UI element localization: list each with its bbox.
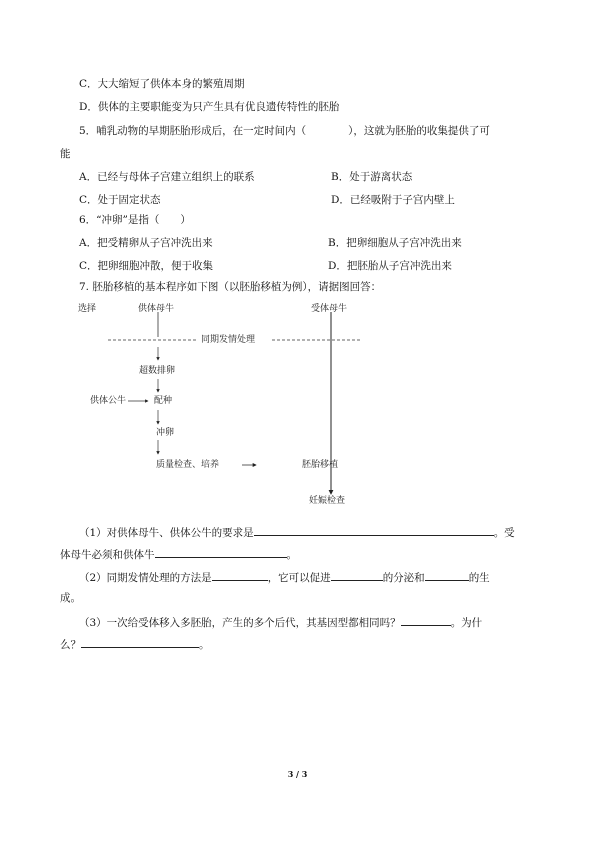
q5-option-c: C．处于固定状态 (79, 194, 161, 206)
q4-option-c: C．大大缩短了供体本身的繁殖周期 (79, 78, 245, 90)
q6-option-a: A．把受精卵从子宫冲洗出来 (79, 237, 213, 249)
q7-3-blank-same[interactable] (401, 614, 451, 626)
q7-1-text-b-end: 。 (286, 549, 297, 561)
page-number: 3 / 3 (287, 769, 308, 779)
q5-option-d: D．已经吸附于子宫内壁上 (331, 194, 455, 206)
flow-recipient-cow: 受体母牛 (311, 304, 348, 314)
flow-pregnancy-check: 妊娠检查 (309, 496, 346, 506)
flow-sync: 同期发情处理 (201, 335, 256, 345)
q6-stem: 6．“冲卵”是指（ ） (79, 214, 191, 226)
q7-2-text-1: （2）同期发情处理的方法是 (79, 572, 212, 584)
q7-1-text: （1）对供体母牛、供体公牛的要求是 (79, 527, 254, 539)
flow-select: 选择 (78, 304, 97, 314)
flow-transfer: 胚胎移植 (302, 460, 339, 470)
q7-1-text-b: 体母牛必须和供体牛 (60, 549, 155, 561)
flow-mating: 配种 (154, 396, 173, 406)
q7-3-blank-reason[interactable] (81, 636, 199, 648)
q5-option-a: A．已经与母体子宫建立组织上的联系 (79, 171, 255, 183)
q7-1-blank-b[interactable] (155, 546, 287, 558)
q7-2-text-3: 的分泌和 (382, 572, 425, 584)
q5-option-b: B．处于游离状态 (331, 171, 413, 183)
q6-option-b: B．把卵细胞从子宫冲洗出来 (328, 237, 462, 249)
q7-2-line2: 成。 (60, 592, 81, 604)
q7-1-blank-a[interactable] (254, 524, 494, 536)
q7-1-line2 (60, 546, 297, 562)
flowchart-lines (78, 300, 398, 515)
q7-2-blank-method[interactable] (212, 569, 268, 581)
q7-2-text-2: ，它可以促进 (267, 572, 331, 584)
q6-option-c: C．把卵细胞冲散，便于收集 (79, 260, 214, 272)
q7-3-text-b: 么？ (60, 639, 81, 651)
q5-stem: 5．哺乳动物的早期胚胎形成后，在一定时间内（ ），这就为胚胎的收集提供了可 (79, 125, 490, 137)
q7-3-line2 (60, 636, 210, 652)
flow-donor-cow: 供体母牛 (138, 304, 175, 314)
q7-1-text-end: 。受 (493, 527, 515, 539)
q7-2-line1 (79, 569, 490, 585)
q5-stem-continued: 能 (60, 148, 71, 160)
q4-option-d: D．供体的主要职能变为只产生具有优良遗传特性的胚胎 (79, 101, 340, 113)
q7-2-blank-formation[interactable] (425, 569, 469, 581)
q6-option-d: D．把胚胎从子宫冲洗出来 (328, 260, 452, 272)
q7-3-line1 (79, 614, 482, 630)
q7-3-text-1: （3）一次给受体移入多胚胎，产生的多个后代，其基因型都相同吗？ (79, 617, 401, 629)
flow-superovulation: 超数排卵 (139, 366, 176, 376)
flow-donor-bull: 供体公牛 (90, 396, 127, 406)
flow-flush: 冲卵 (156, 428, 175, 438)
embryo-transfer-flowchart (78, 300, 398, 515)
q7-3-text-b-end: 。 (199, 639, 210, 651)
flow-inspect: 质量检查、培养 (156, 460, 220, 470)
q7-3-text-2: 。为什 (450, 617, 483, 629)
q7-2-blank-secretion[interactable] (331, 569, 383, 581)
q7-2-text-4: 的生 (468, 572, 490, 584)
q7-1-line1 (79, 524, 515, 540)
q7-stem: 7. 胚胎移植的基本程序如下图（以胚胎移植为例），请据图回答： (79, 281, 382, 293)
